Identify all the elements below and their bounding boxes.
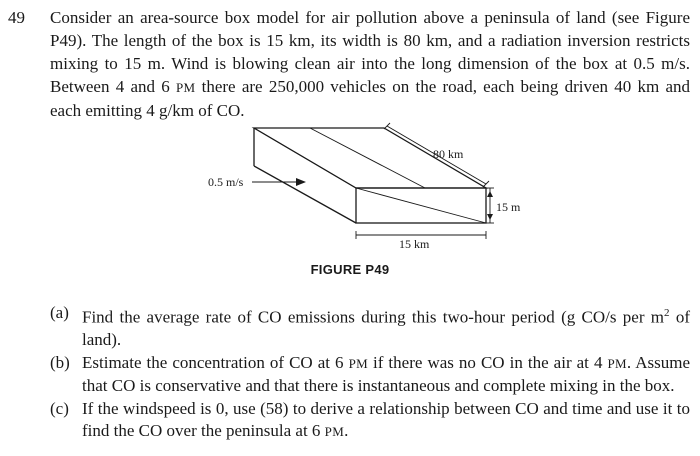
top-diagonal (254, 128, 356, 188)
problem-number: 49 (8, 8, 25, 27)
part-c-text-2: . (344, 420, 349, 440)
part-b-label: (b) (50, 352, 70, 372)
problem-parts (50, 302, 690, 443)
box-bottom-left-edge (254, 166, 356, 223)
statement-text-2: there are 250,000 vehicles on the road, each being driven 40 km and each emitting 4 g/km of CO. (50, 77, 690, 120)
part-a (50, 302, 690, 351)
part-b-pm-1: PM (348, 355, 368, 371)
part-c-text-1: If the windspeed is 0, use (58) to derive a relationship between CO and time and use it to find the CO over the peninsula at 6 (82, 398, 690, 440)
part-c (50, 398, 690, 443)
top-diagonal-2 (310, 128, 425, 188)
part-c-label: (c) (50, 398, 69, 418)
statement-text-1: Consider an area-source box model for air pollution above a peninsula of land (see Figure P49). The length of the box is 15 km, its width is 80 km, and a radiation inversion restricts mixing to 15 m. Wind is blowing clean air into the long dimension of the box at 0.5 m/s. Between 4 and 6 (50, 8, 690, 96)
part-a-superscript: 2 (664, 307, 670, 319)
figure-p49 (190, 118, 530, 268)
height-label: 15 m (496, 200, 521, 214)
pm-smallcaps: PM (175, 80, 196, 95)
part-a-label: (a) (50, 303, 69, 322)
box-model-diagram (190, 118, 530, 268)
width-label: 80 km (433, 147, 464, 161)
front-diagonal (356, 188, 486, 223)
part-a-text: Find the average rate of CO emissions during this two-hour period (g CO/s per m (82, 307, 665, 327)
length-label: 15 km (399, 237, 430, 251)
part-b-pm-2: PM (607, 355, 627, 371)
part-b-text-2: if there was no CO in the air at 4 (367, 352, 608, 372)
part-b-text-1: Estimate the concentration of CO at 6 (82, 352, 349, 372)
part-a-text-end: of land). (82, 307, 690, 349)
part-c-pm: PM (324, 423, 345, 439)
wind-speed-label: 0.5 m/s (208, 175, 244, 189)
wind-arrow-head (296, 178, 306, 186)
part-b (50, 352, 690, 397)
part-b-text-3: . Assume that CO is conservative and that there is instantaneous and complete mixing in the box. (82, 352, 691, 395)
figure-caption: FIGURE P49 (310, 262, 390, 277)
problem-statement (50, 6, 690, 122)
